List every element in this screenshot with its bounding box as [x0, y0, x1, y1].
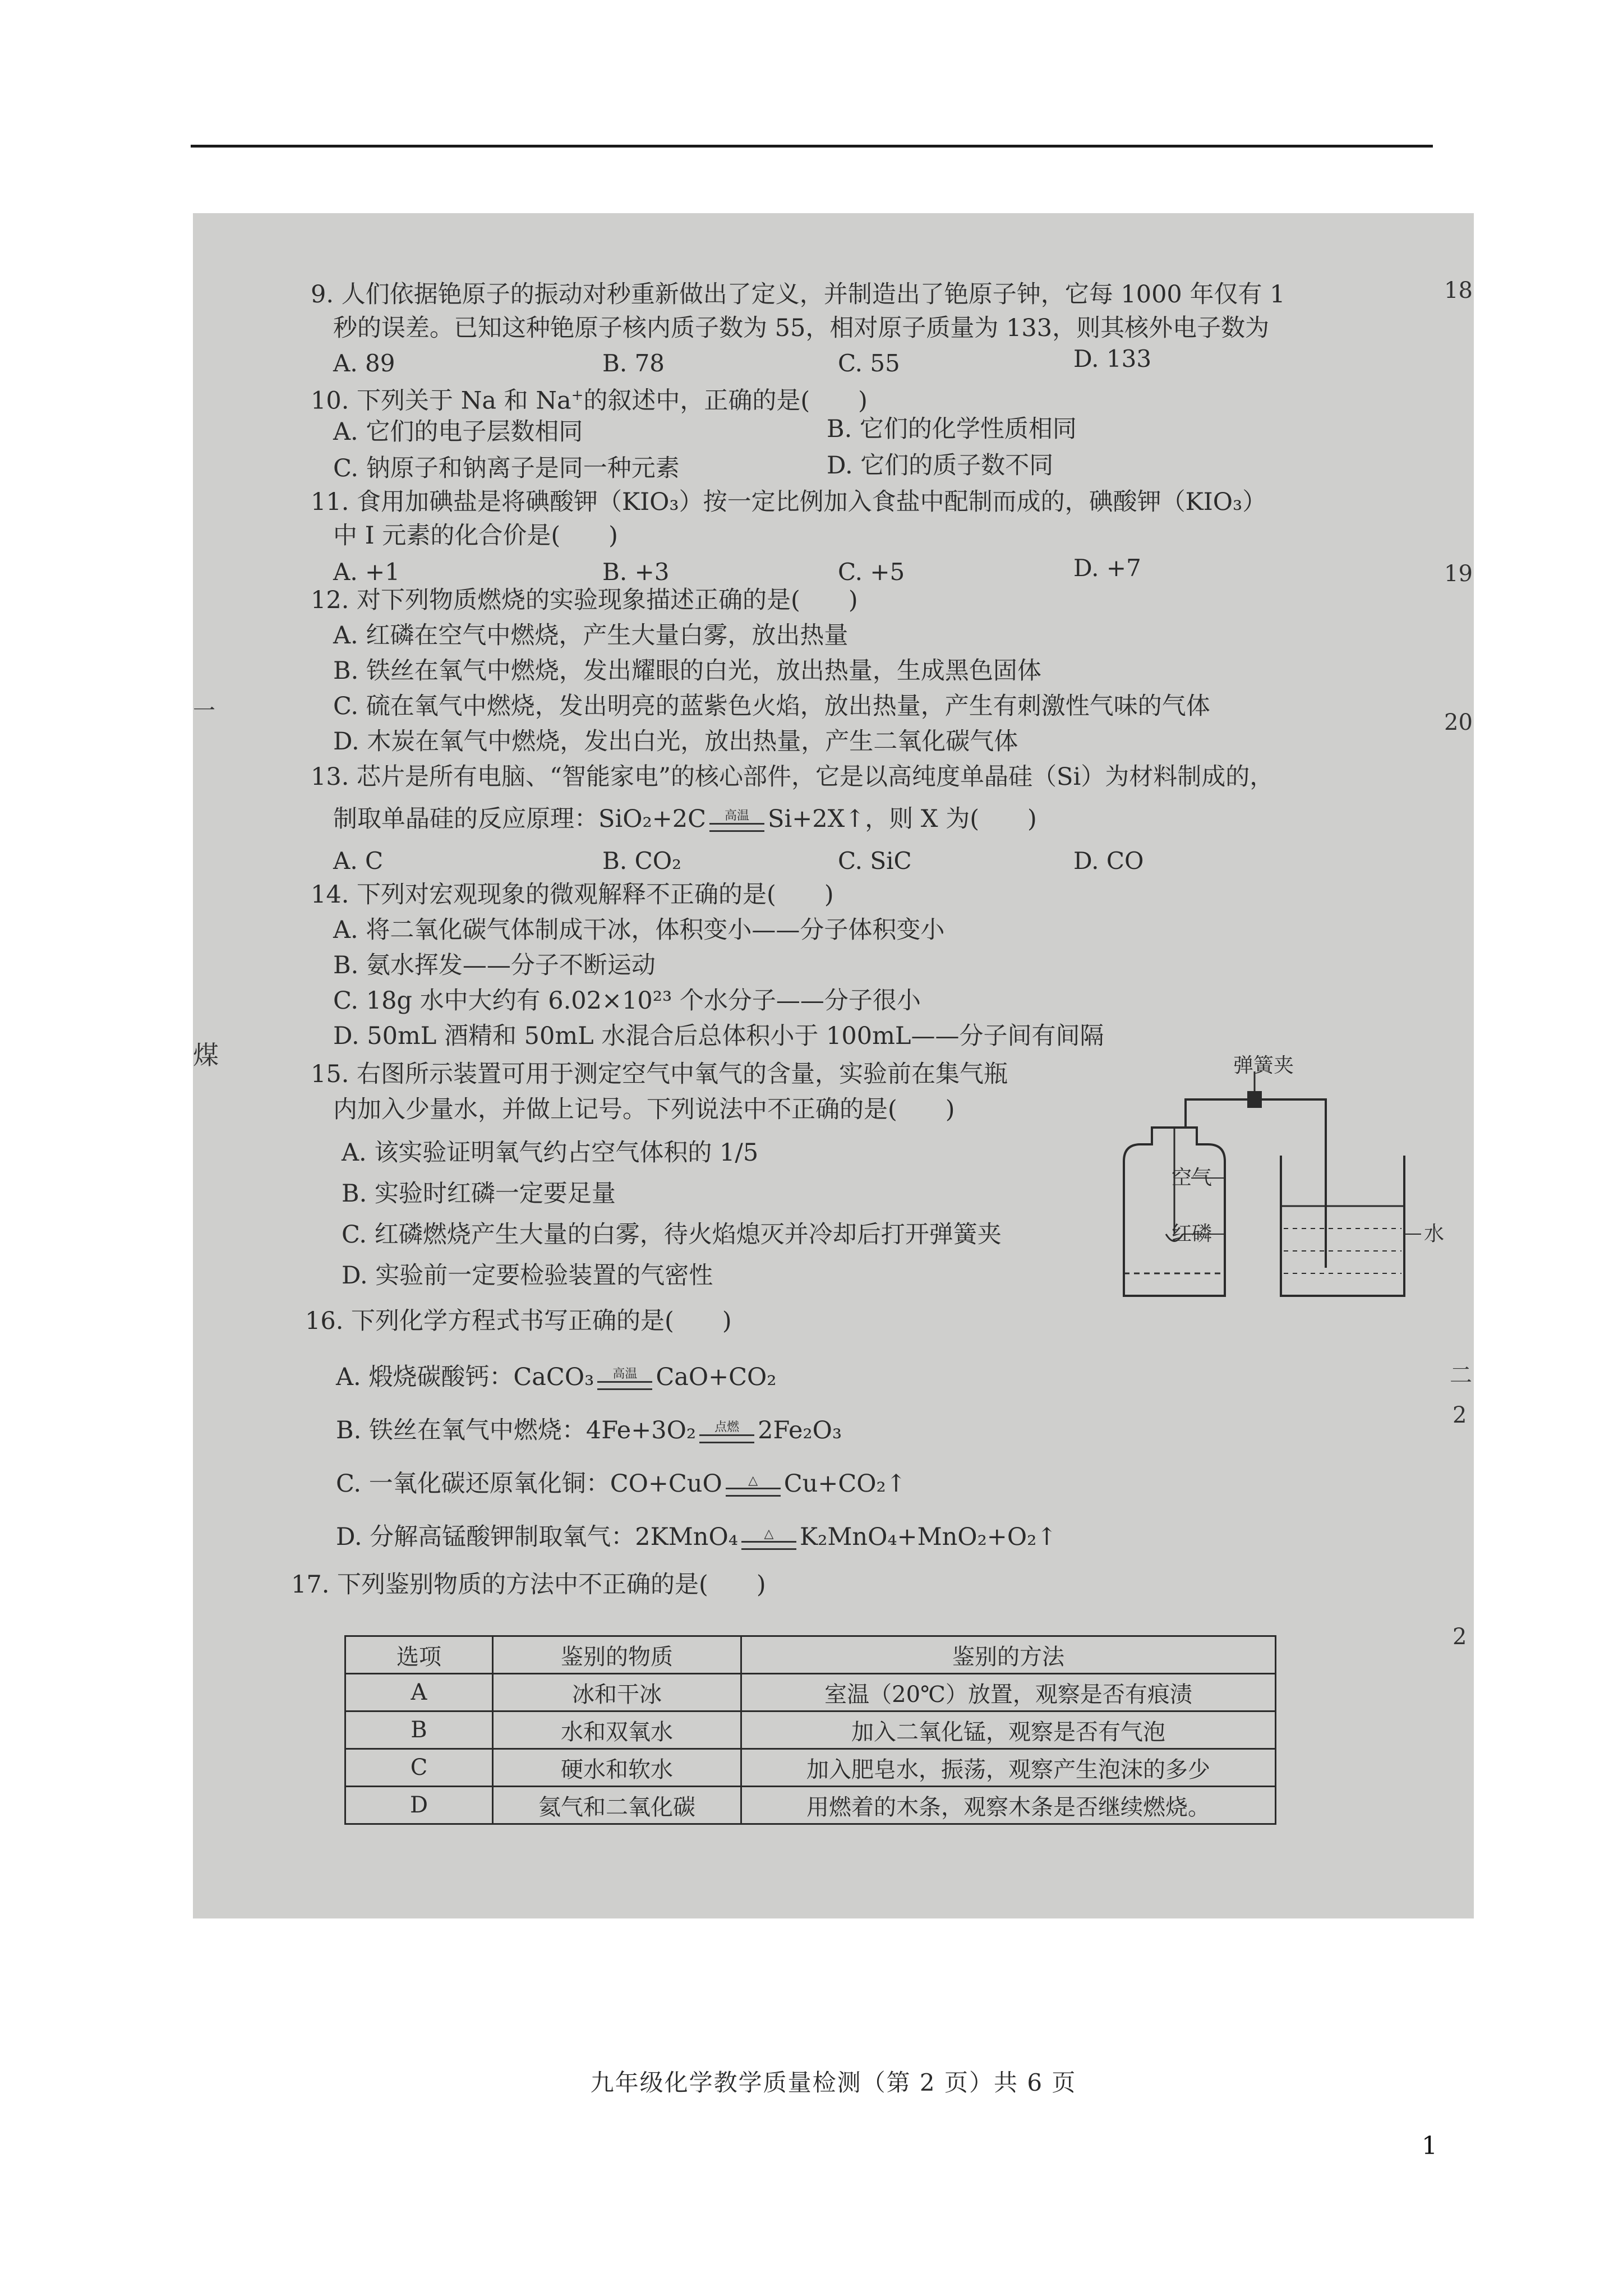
table-row: [345, 1674, 1276, 1711]
table-cell: 加入肥皂水，振荡，观察产生泡沫的多少: [741, 1749, 1276, 1787]
q9-option-d: D. 133: [1073, 345, 1152, 372]
condition-arrow-a: 高温: [594, 1368, 656, 1390]
q10-option-c: C. 钠原子和钠离子是同一种元素: [333, 454, 680, 482]
table-cell: D: [345, 1787, 493, 1824]
q17-table: [344, 1635, 1276, 1825]
table-cell: 用燃着的木条，观察木条是否继续燃烧。: [741, 1787, 1276, 1824]
table-header-row: [345, 1636, 1276, 1674]
q9-line2: 秒的误差。已知这种铯原子核内质子数为 55，相对原子质量为 133，则其核外电子数为: [333, 314, 1270, 342]
table-row: [345, 1787, 1276, 1824]
header-rule: [191, 145, 1433, 148]
condition-arrow-d: △: [738, 1527, 800, 1550]
margin-mark-right-4: 二: [1450, 1363, 1472, 1388]
reaction-condition-arrow: 高温: [706, 809, 768, 832]
q11-option-b: B. +3: [602, 558, 670, 586]
q9-option-c: C. 55: [838, 349, 900, 377]
table-row: [345, 1749, 1276, 1787]
q10-option-d: D. 它们的质子数不同: [827, 452, 1054, 480]
table-header: 鉴别的物质: [493, 1636, 741, 1674]
table-cell: A: [345, 1674, 493, 1711]
q14-option-d: D. 50mL 酒精和 50mL 水混合后总体积小于 100mL——分子间有间隔: [333, 1022, 1104, 1050]
q12-option-b: B. 铁丝在氧气中燃烧，发出耀眼的白光，放出热量，生成黑色固体: [333, 657, 1041, 685]
q10-stem: 10. 下列关于 Na 和 Na+的叙述中，正确的是( ): [311, 386, 868, 415]
margin-mark-left-2: 一: [193, 698, 215, 724]
scanned-exam-photo: [193, 213, 1474, 2096]
oxygen-measurement-apparatus: [1113, 1066, 1427, 1301]
q14-option-a: A. 将二氧化碳气体制成干冰，体积变小——分子体积变小: [333, 916, 945, 944]
q11-line2: 中 I 元素的化合价是( ): [333, 522, 618, 550]
q13-line1: 13. 芯片是所有电脑、“智能家电”的核心部件，它是以高纯度单晶硅（Si）为材料制成的，: [311, 763, 1274, 791]
q16-option-d: D. 分解高锰酸钾制取氧气：2KMnO₄ △ K₂MnO₄+MnO₂+O₂↑: [336, 1523, 1057, 1551]
q15-option-b: B. 实验时红磷一定要足量: [342, 1180, 616, 1208]
table-cell: 冰和干冰: [493, 1674, 741, 1711]
table-cell: B: [345, 1711, 493, 1749]
q13-option-d: D. CO: [1073, 847, 1144, 875]
q15-option-a: A. 该实验证明氧气约占空气体积的 1/5: [342, 1139, 759, 1167]
q14-option-c: C. 18g 水中大约有 6.02×10²³ 个水分子——分子很小: [333, 987, 921, 1015]
q9-line1: 9. 人们依据铯原子的振动对秒重新做出了定义，并制造出了铯原子钟，它每 1000 年仅有 1: [311, 280, 1285, 309]
q16-option-b: B. 铁丝在氧气中燃烧：4Fe+3O₂ 点燃 2Fe₂O₃: [336, 1416, 842, 1444]
q9-option-a: A. 89: [333, 349, 395, 377]
table-header: 选项: [345, 1636, 493, 1674]
q9-option-b: B. 78: [602, 349, 665, 377]
margin-mark-right-6: 2: [1453, 1624, 1467, 1650]
margin-mark-left-1: 煤: [193, 1040, 219, 1070]
margin-mark-right-1: 18: [1444, 278, 1473, 303]
table-cell: 水和双氧水: [493, 1711, 741, 1749]
q10-option-b: B. 它们的化学性质相同: [827, 415, 1077, 443]
q16-option-c: C. 一氧化碳还原氧化铜：CO+CuO △ Cu+CO₂↑: [336, 1470, 906, 1498]
figure-label-water: 水: [1424, 1222, 1445, 1245]
q16-stem: 16. 下列化学方程式书写正确的是( ): [305, 1307, 732, 1335]
table-cell: 加入二氧化锰，观察是否有气泡: [741, 1711, 1276, 1749]
q12-option-c: C. 硫在氧气中燃烧，发出明亮的蓝紫色火焰，放出热量，产生有刺激性气味的气体: [333, 692, 1210, 720]
q17-stem: 17. 下列鉴别物质的方法中不正确的是( ): [291, 1571, 766, 1599]
table-cell: 硬水和软水: [493, 1749, 741, 1787]
q15-option-d: D. 实验前一定要检验装置的气密性: [342, 1262, 713, 1290]
margin-mark-right-5: 2: [1453, 1402, 1467, 1428]
q11-option-a: A. +1: [333, 558, 400, 586]
q15-line1: 15. 右图所示装置可用于测定空气中氧气的含量，实验前在集气瓶: [311, 1060, 1008, 1088]
q14-stem: 14. 下列对宏观现象的微观解释不正确的是( ): [311, 881, 834, 909]
condition-arrow-b: 点燃: [696, 1421, 758, 1443]
q12-stem: 12. 对下列物质燃烧的实验现象描述正确的是( ): [311, 586, 858, 614]
margin-mark-right-2: 19: [1444, 561, 1473, 587]
q14-option-b: B. 氨水挥发——分子不断运动: [333, 951, 656, 979]
q13-option-c: C. SiC: [838, 847, 912, 875]
q10-option-a: A. 它们的电子层数相同: [333, 418, 583, 446]
figure-label-phosphorus: 红磷: [1172, 1222, 1212, 1245]
q12-option-d: D. 木炭在氧气中燃烧，发出白光，放出热量，产生二氧化碳气体: [333, 728, 1018, 756]
table-cell: 室温（20℃）放置，观察是否有痕渍: [741, 1674, 1276, 1711]
q13-option-b: B. CO₂: [602, 847, 681, 875]
table-cell: C: [345, 1749, 493, 1787]
margin-mark-right-3: 20: [1444, 710, 1473, 735]
q16-option-a: A. 煅烧碳酸钙：CaCO₃ 高温 CaO+CO₂: [336, 1363, 777, 1391]
table-row: [345, 1711, 1276, 1749]
q12-option-a: A. 红磷在空气中燃烧，产生大量白雾，放出热量: [333, 622, 849, 650]
q13-line2: 制取单晶硅的反应原理：SiO₂+2C 高温 Si+2X↑，则 X 为( ): [333, 805, 1037, 833]
page-number: 1: [1422, 2132, 1437, 2160]
q13-option-a: A. C: [333, 847, 384, 875]
q11-option-d: D. +7: [1073, 554, 1141, 582]
table-header: 鉴别的方法: [741, 1636, 1276, 1674]
q15-line2: 内加入少量水，并做上记号。下列说法中不正确的是( ): [333, 1096, 955, 1124]
page-footer: 九年级化学教学质量检测（第 2 页）共 6 页: [590, 2069, 1077, 2096]
table-cell: 氦气和二氧化碳: [493, 1787, 741, 1824]
q11-option-c: C. +5: [838, 558, 905, 586]
q15-option-c: C. 红磷燃烧产生大量的白雾，待火焰熄灭并冷却后打开弹簧夹: [342, 1221, 1002, 1249]
condition-arrow-c: △: [722, 1474, 784, 1497]
figure-label-clip: 弹簧夹: [1233, 1054, 1294, 1077]
figure-label-air: 空气: [1172, 1166, 1212, 1189]
q11-line1: 11. 食用加碘盐是将碘酸钾（KIO₃）按一定比例加入食盐中配制而成的，碘酸钾（KIO₃）: [311, 488, 1267, 516]
